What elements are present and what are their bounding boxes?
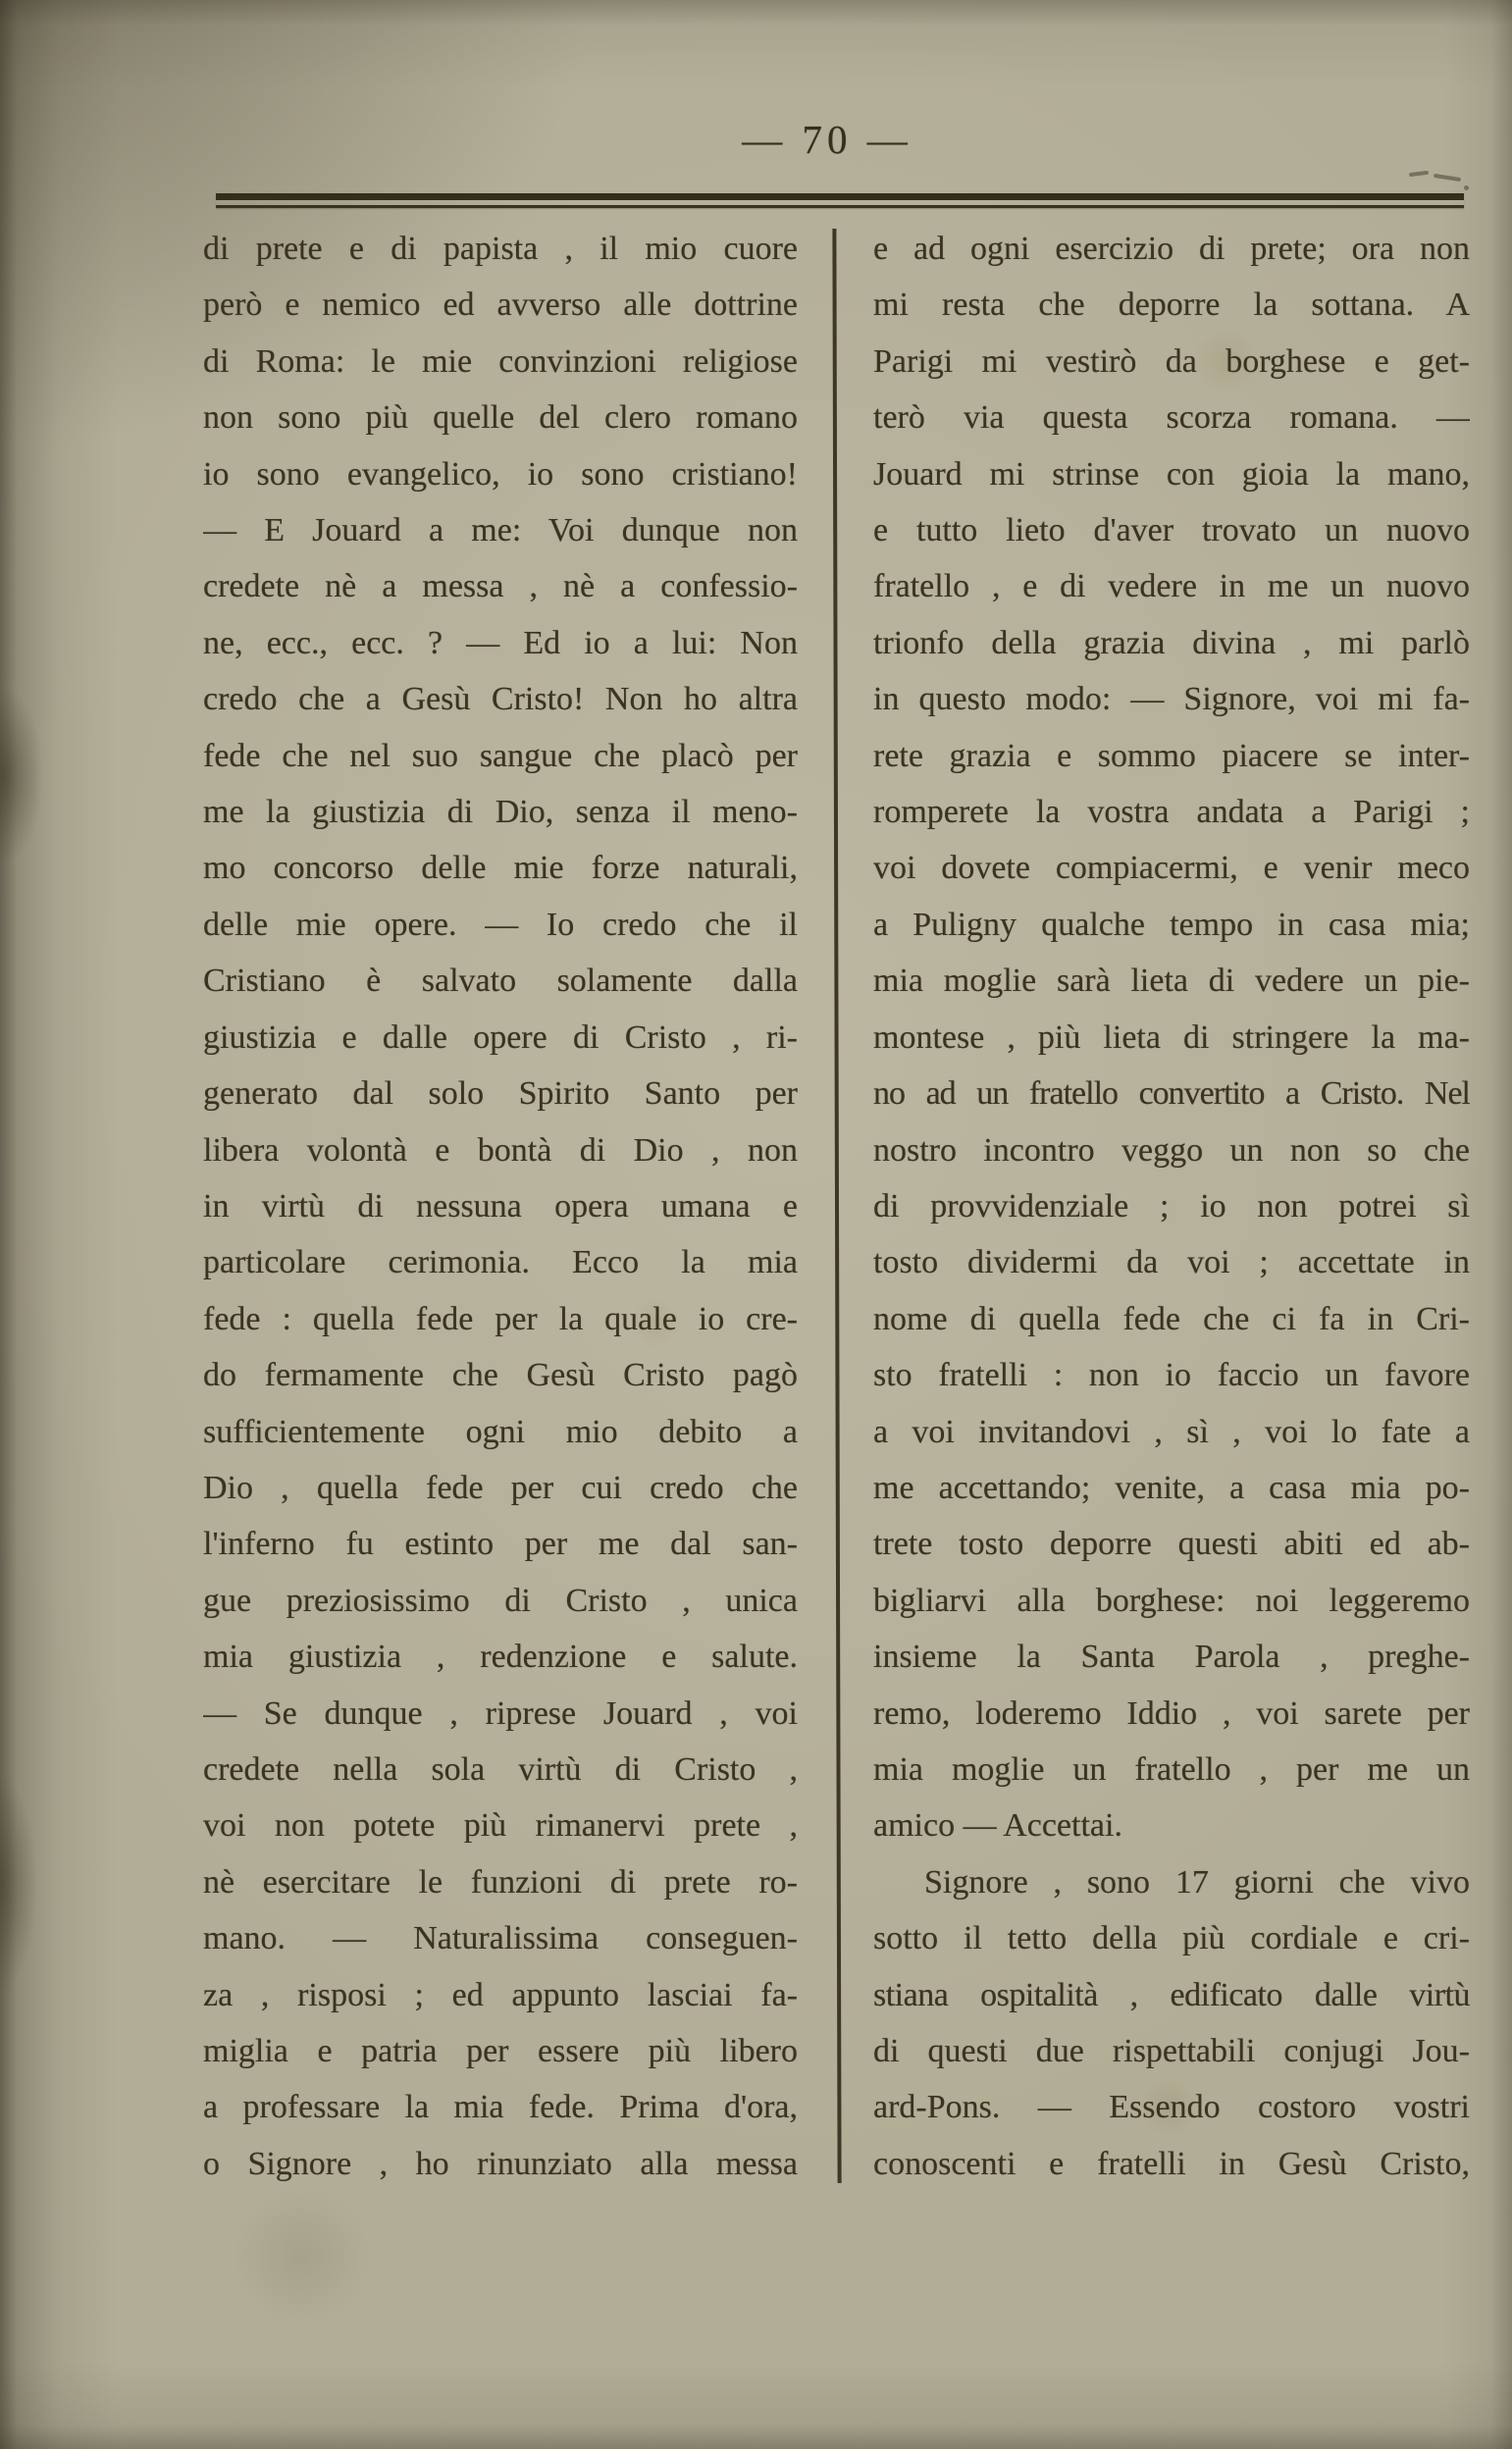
text-line: credo che a Gesù Cristo! Non ho altra xyxy=(203,681,798,718)
header-rule xyxy=(216,193,1464,208)
pen-mark-stroke xyxy=(1434,174,1461,182)
text-line: a professare la mia fede. Prima d'ora, xyxy=(203,2089,798,2126)
text-line: delle mie opere. — Io credo che il xyxy=(203,906,798,943)
text-line: — E Jouard a me: Voi dunque non xyxy=(203,512,798,549)
text-line: bigliarvi alla borghese: noi leggeremo xyxy=(873,1582,1470,1619)
text-line: e tutto lieto d'aver trovato un nuovo xyxy=(873,512,1470,549)
text-line: particolare cerimonia. Ecco la mia xyxy=(203,1244,798,1281)
text-line: — Se dunque , riprese Jouard , voi xyxy=(203,1694,798,1732)
text-line: gue preziosissimo di Cristo , unica xyxy=(203,1582,798,1619)
text-line: za , risposi ; ed appunto lasciai fa- xyxy=(203,1976,798,2013)
text-line: mo concorso delle mie forze naturali, xyxy=(203,850,798,887)
text-line: voi dovete compiacermi, e venir meco xyxy=(873,850,1470,887)
text-line: di prete e di papista , il mio cuore xyxy=(203,231,798,267)
text-line: Parigi mi vestirò da borghese e get- xyxy=(873,342,1470,380)
left-column xyxy=(203,221,798,2192)
text-line: remo, loderemo Iddio , voi sarete per xyxy=(873,1694,1470,1732)
text-line: Dio , quella fede per cui credo che xyxy=(203,1469,798,1506)
text-line: montese , più lieta di stringere la ma- xyxy=(873,1018,1470,1056)
text-line: mia moglie un fratello , per me un xyxy=(873,1750,1470,1788)
text-line: non sono più quelle del clero romano xyxy=(203,399,798,437)
text-line: e ad ogni esercizio di prete; ora non xyxy=(873,231,1470,267)
pen-mark-icon xyxy=(1409,165,1470,194)
text-line: generato dal solo Spirito Santo per xyxy=(203,1075,798,1113)
text-line: nè esercitare le funzioni di prete ro- xyxy=(203,1863,798,1901)
text-line: di Roma: le mie convinzioni religiose xyxy=(203,342,798,380)
text-line: mano. — Naturalissima conseguen- xyxy=(203,1920,798,1957)
text-line: amico — Accettai. xyxy=(873,1807,1122,1845)
text-line: fratello , e di vedere in me un nuovo xyxy=(873,568,1470,605)
text-line: mia giustizia , redenzione e salute. xyxy=(203,1639,798,1676)
text-line: a voi invitandovi , sì , voi lo fate a xyxy=(873,1413,1470,1450)
right-column xyxy=(873,221,1470,2192)
text-line: giustizia e dalle opere di Cristo , ri- xyxy=(203,1018,798,1056)
text-line: sotto il tetto della più cordiale e cri- xyxy=(873,1920,1470,1957)
text-line: voi non potete più rimanervi prete , xyxy=(203,1807,798,1845)
text-line: terò via questa scorza romana. — xyxy=(873,399,1470,437)
text-line: mi resta che deporre la sottana. A xyxy=(873,287,1470,324)
text-line: rete grazia e sommo piacere se inter- xyxy=(873,737,1470,774)
text-line: do fermamente che Gesù Cristo pagò xyxy=(203,1357,798,1394)
text-line: nome di quella fede che ci fa in Cri- xyxy=(873,1300,1470,1337)
text-line: romperete la vostra andata a Parigi ; xyxy=(873,794,1470,831)
pen-mark-dot xyxy=(1464,185,1469,190)
text-line: l'inferno fu estinto per me dal san- xyxy=(203,1526,798,1563)
text-line: ard-Pons. — Essendo costoro vostri xyxy=(873,2089,1470,2126)
page-number: — 70 — xyxy=(742,117,912,162)
pen-mark-stroke xyxy=(1409,171,1429,177)
text-line: trionfo della grazia divina , mi parlò xyxy=(873,624,1470,661)
text-line: miglia e patria per essere più libero xyxy=(203,2033,798,2069)
text-line: credete nè a messa , nè a confessio- xyxy=(203,568,798,605)
text-line: libera volontà e bontà di Dio , non xyxy=(203,1131,798,1169)
text-line: ne, ecc., ecc. ? — Ed io a lui: Non xyxy=(203,624,798,661)
text-line: me la giustizia di Dio, senza il meno- xyxy=(203,794,798,831)
text-line: però e nemico ed avverso alle dottrine xyxy=(203,287,798,324)
text-line: stiana ospitalità , edificato dalle virtù xyxy=(873,1976,1470,2013)
text-line: fede che nel suo sangue che placò per xyxy=(203,737,798,774)
text-line: insieme la Santa Parola , preghe- xyxy=(873,1639,1470,1676)
text-line: no ad un fratello convertito a Cristo. Nel xyxy=(873,1075,1470,1113)
text-line: di provvidenziale ; io non potrei sì xyxy=(873,1187,1470,1224)
text-line: in virtù di nessuna opera umana e xyxy=(203,1187,798,1224)
text-line: tosto dividermi da voi ; accettate in xyxy=(873,1244,1470,1281)
text-line: sufficientemente ogni mio debito a xyxy=(203,1413,798,1450)
text-line: trete tosto deporre questi abiti ed ab- xyxy=(873,1526,1470,1563)
text-line: Cristiano è salvato solamente dalla xyxy=(203,963,798,1000)
text-line: fede : quella fede per la quale io cre- xyxy=(203,1300,798,1337)
text-line: Jouard mi strinse con gioia la mano, xyxy=(873,455,1470,493)
text-line: in questo modo: — Signore, voi mi fa- xyxy=(873,681,1470,718)
text-line: o Signore , ho rinunziato alla messa xyxy=(203,2145,798,2182)
text-line: credete nella sola virtù di Cristo , xyxy=(203,1750,798,1788)
text-line: Signore , sono 17 giorni che vivo xyxy=(924,1863,1470,1901)
text-line: conoscenti e fratelli in Gesù Cristo, xyxy=(873,2145,1470,2182)
text-line: di questi due rispettabili conjugi Jou- xyxy=(873,2033,1470,2069)
text-line: sto fratelli : non io faccio un favore xyxy=(873,1357,1470,1394)
text-line: nostro incontro veggo un non so che xyxy=(873,1131,1470,1169)
text-line: io sono evangelico, io sono cristiano! xyxy=(203,455,798,493)
text-line: me accettando; venite, a casa mia po- xyxy=(873,1469,1470,1506)
text-line: mia moglie sarà lieta di vedere un pie- xyxy=(873,963,1470,1000)
column-divider xyxy=(832,229,841,2183)
text-line: a Puligny qualche tempo in casa mia; xyxy=(873,906,1470,943)
